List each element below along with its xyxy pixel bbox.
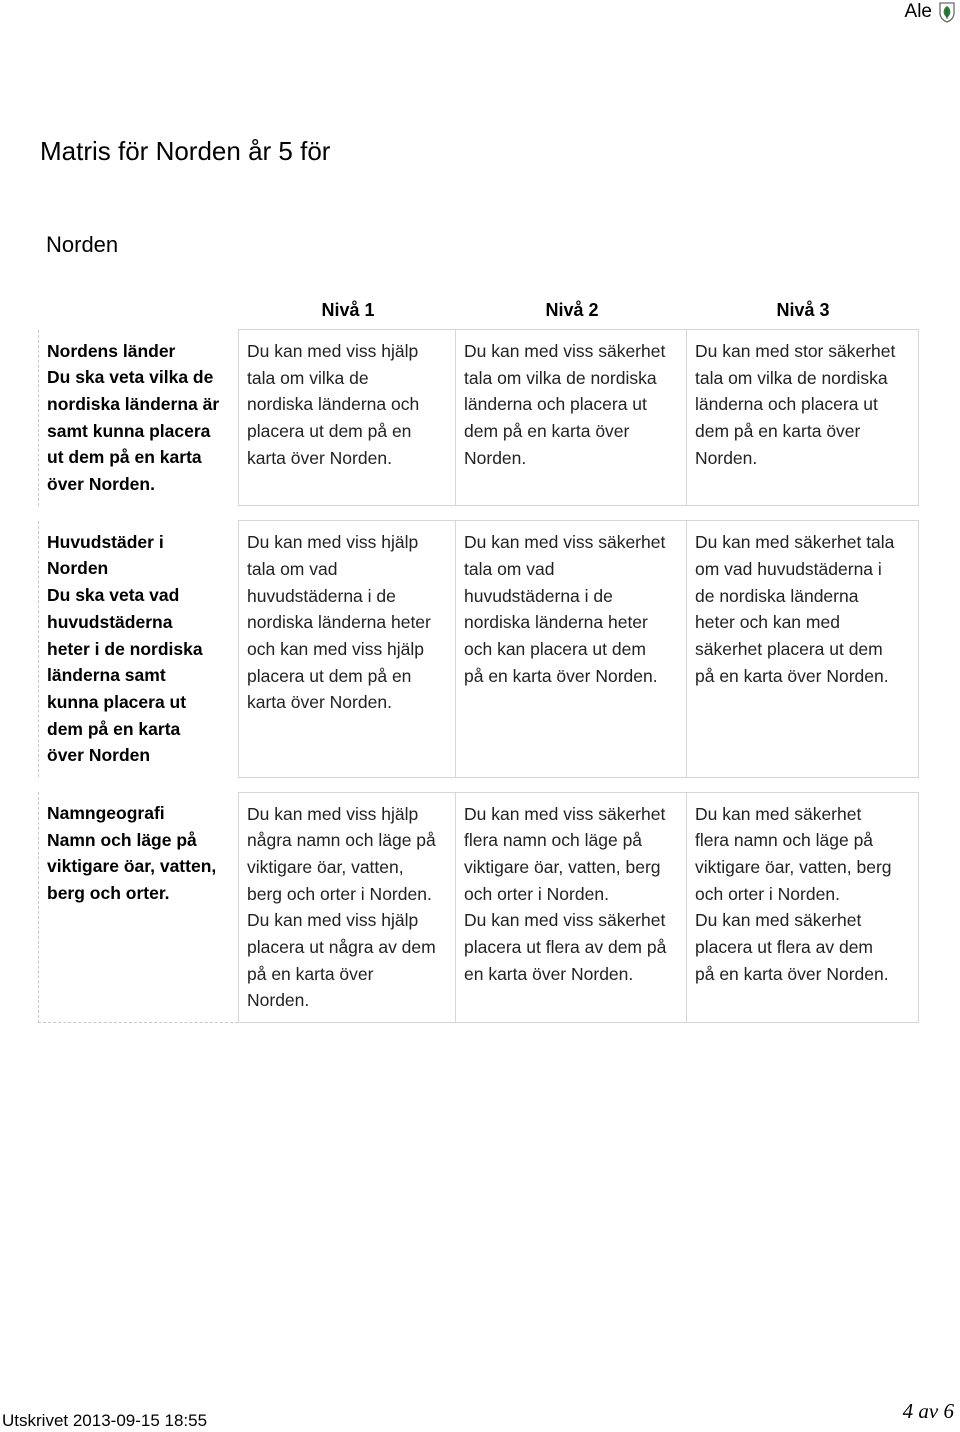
level-cell-text: Du kan med viss hjälp tala om vilka de nordiska länderna och placera ut dem på en karta över Norden. [247, 341, 420, 468]
row-category-text: Huvudstäder i Norden Du ska veta vad huvudstäderna heter i de nordiska länderna samt kunna placera ut dem på en karta över Norden [47, 531, 203, 766]
level-cell [239, 330, 456, 506]
level-cell-text: Du kan med viss hjälp tala om vad huvudstäderna i de nordiska länderna heter och kan med viss hjälp placera ut dem på en karta över Norden. [247, 532, 431, 713]
level-cell [456, 792, 687, 1023]
level-cell [456, 521, 687, 777]
spacer-cell [39, 506, 919, 521]
level-cell-text: Du kan med viss säkerhet tala om vilka de nordiska länderna och placera ut dem på en karta över Norden. [464, 341, 666, 468]
row-spacer [39, 506, 919, 521]
row-category-text: Nordens länder Du ska veta vilka de nordiska länderna är samt kunna placera ut dem på en karta över Norden. [47, 340, 220, 495]
row-category [39, 792, 239, 1023]
level-header-2: Nivå 2 [545, 300, 599, 320]
level-cell-text: Du kan med stor säkerhet tala om vilka de nordiska länderna och placera ut dem på en karta över Norden. [695, 341, 896, 468]
level-cell [456, 330, 687, 506]
row-category [39, 521, 239, 777]
org-name: Ale [904, 1, 932, 22]
matrix-table [38, 329, 919, 1023]
table-row [39, 330, 919, 506]
level-cell-text: Du kan med viss säkerhet tala om vad huvudstäderna i de nordiska länderna heter och kan placera ut dem på en karta över Norden. [464, 532, 666, 686]
level-cell [239, 521, 456, 777]
level-header-3: Nivå 3 [776, 300, 830, 320]
row-category [39, 330, 239, 506]
level-header-1: Nivå 1 [321, 300, 375, 320]
level-cell [239, 792, 456, 1023]
org-header [905, 0, 956, 24]
level-cell [687, 792, 919, 1023]
page-number: 4 av 6 [902, 1399, 954, 1423]
spacer-cell [39, 777, 919, 792]
level-cell-text: Du kan med viss hjälp några namn och läge på viktigare öar, vatten, berg och orter i Norden. Du kan med viss hjälp placera ut några av dem på en karta över Norden. [247, 803, 436, 1011]
page-subtitle: Norden [46, 232, 119, 257]
ale-logo-icon [938, 1, 956, 23]
level-cell-text: Du kan med viss säkerhet flera namn och läge på viktigare öar, vatten, berg och orter i Norden. Du kan med viss säkerhet placera ut flera av dem på en karta över Norden. [464, 803, 667, 984]
row-category-text: Namngeografi Namn och läge på viktigare öar, vatten, berg och orter. [47, 803, 217, 904]
table-row [39, 792, 919, 1023]
level-cell-text: Du kan med säkerhet tala om vad huvudstäderna i de nordiska länderna heter och kan med säkerhet placera ut dem på en karta över Norden. [695, 532, 895, 686]
level-cell [687, 521, 919, 777]
page-title: Matris för Norden år 5 för [40, 136, 331, 166]
row-spacer [39, 777, 919, 792]
print-timestamp: Utskrivet 2013-09-15 18:55 [2, 1411, 208, 1430]
table-row [39, 521, 919, 777]
level-cell-text: Du kan med säkerhet flera namn och läge på viktigare öar, vatten, berg och orter i Norden. Du kan med säkerhet placera ut flera av dem på en karta över Norden. [695, 803, 892, 984]
level-cell [687, 330, 919, 506]
